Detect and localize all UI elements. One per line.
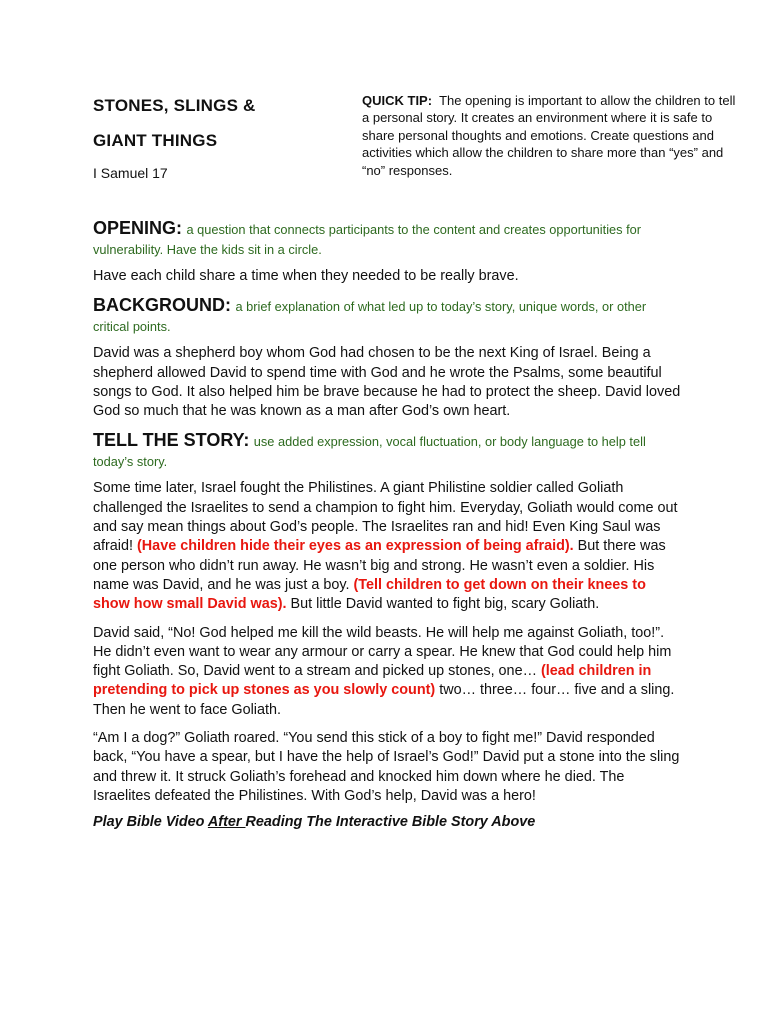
video-instruction-post: Reading The Interactive Bible Story Above [245, 814, 536, 831]
story-paragraph-3: “Am I a dog?” Goliath roared. “You send this stick of a boy to fight me!” David responded back, “You have a spear, but I have the help of Israel’s God!” David put a stone into the sling and threw it. It struck Goliath’s forehead and knocked him down where he died. The Israelites defeated the Philistines. With God’s help, David was a hero! [93, 730, 680, 804]
video-instruction [93, 813, 683, 832]
video-instruction-pre: Play Bible Video [93, 814, 208, 831]
background-body: David was a shepherd boy whom God had chosen to be the next King of Israel. Being a shepherd allowed David to spend time with God and he wrote the Psalms, some beautiful songs to God. It also helped him be brave because he had to protect the sheep. David loved God so much that he was known as a man after God’s own heart. [93, 345, 681, 420]
video-instruction-after: After [207, 814, 246, 831]
background-description: a brief explanation of what led up to today’s story, unique words, or other critical points. [93, 299, 647, 335]
scripture-reference: I Samuel 17 [93, 165, 168, 181]
story-text: Some time later, Israel fought the Philistines. A giant Philistine soldier called Goliath challenged the Israelites to send a champion to fight him. Everyday, Goliath would come out and say mean things about God’s people. The Israelites ran and hid! Even King Saul was afraid! [93, 480, 678, 555]
background-label: BACKGROUND: [93, 295, 231, 316]
story-text: But there was one person who didn’t run away. He wasn’t big and strong. He wasn’t even a soldier. His name was David, and he was just a boy. [93, 538, 666, 593]
opening-heading [93, 218, 683, 260]
story-text: two… three… four… five and a sling. Then he went to face Goliath. [93, 682, 675, 718]
story-text: But little David wanted to fight big, scary Goliath. [286, 596, 600, 613]
action-cue-hide-eyes: (Have children hide their eyes as an expression of being afraid). [137, 538, 574, 555]
tell-story-label: TELL THE STORY: [93, 430, 250, 451]
story-paragraph-2 [93, 624, 683, 720]
quick-tip-text: The opening is important to allow the children to tell a personal story. It creates an environment where it is safe to share personal thoughts and emotions. Create questions and activities which allow the children to share more than “yes” and “no” responses. [362, 93, 736, 178]
tell-story-heading [93, 430, 683, 472]
background-heading [93, 295, 683, 337]
opening-label: OPENING: [93, 218, 183, 238]
opening-body: Have each child share a time when they needed to be really brave. [93, 268, 519, 284]
tell-story-description: use added expression, vocal fluctuation, or body language to help tell today’s story. [93, 434, 646, 470]
story-paragraph-1 [93, 479, 683, 614]
opening-description: a question that connects participants to the content and creates opportunities for vulnerability. Have the kids sit in a circle. [93, 222, 642, 257]
title-line-1: STONES, SLINGS & [93, 96, 256, 115]
quick-tip [362, 92, 742, 179]
lesson-content [93, 218, 683, 832]
title-block [93, 88, 333, 182]
action-cue-count-stones: (lead children in pretending to pick up stones as you slowly count) [93, 663, 652, 699]
action-cue-kneel: (Tell children to get down on their knees to show how small David was). [93, 576, 646, 613]
story-text: David said, “No! God helped me kill the wild beasts. He will help me against Goliath, too!”. He didn’t even want to wear any armour or carry a spear. He knew that God could help him fight Goliath. So, David went to a stream and picked up stones, one… [93, 624, 672, 680]
quick-tip-label: QUICK TIP: [362, 93, 433, 108]
title-line-2: GIANT THINGS [93, 131, 218, 150]
